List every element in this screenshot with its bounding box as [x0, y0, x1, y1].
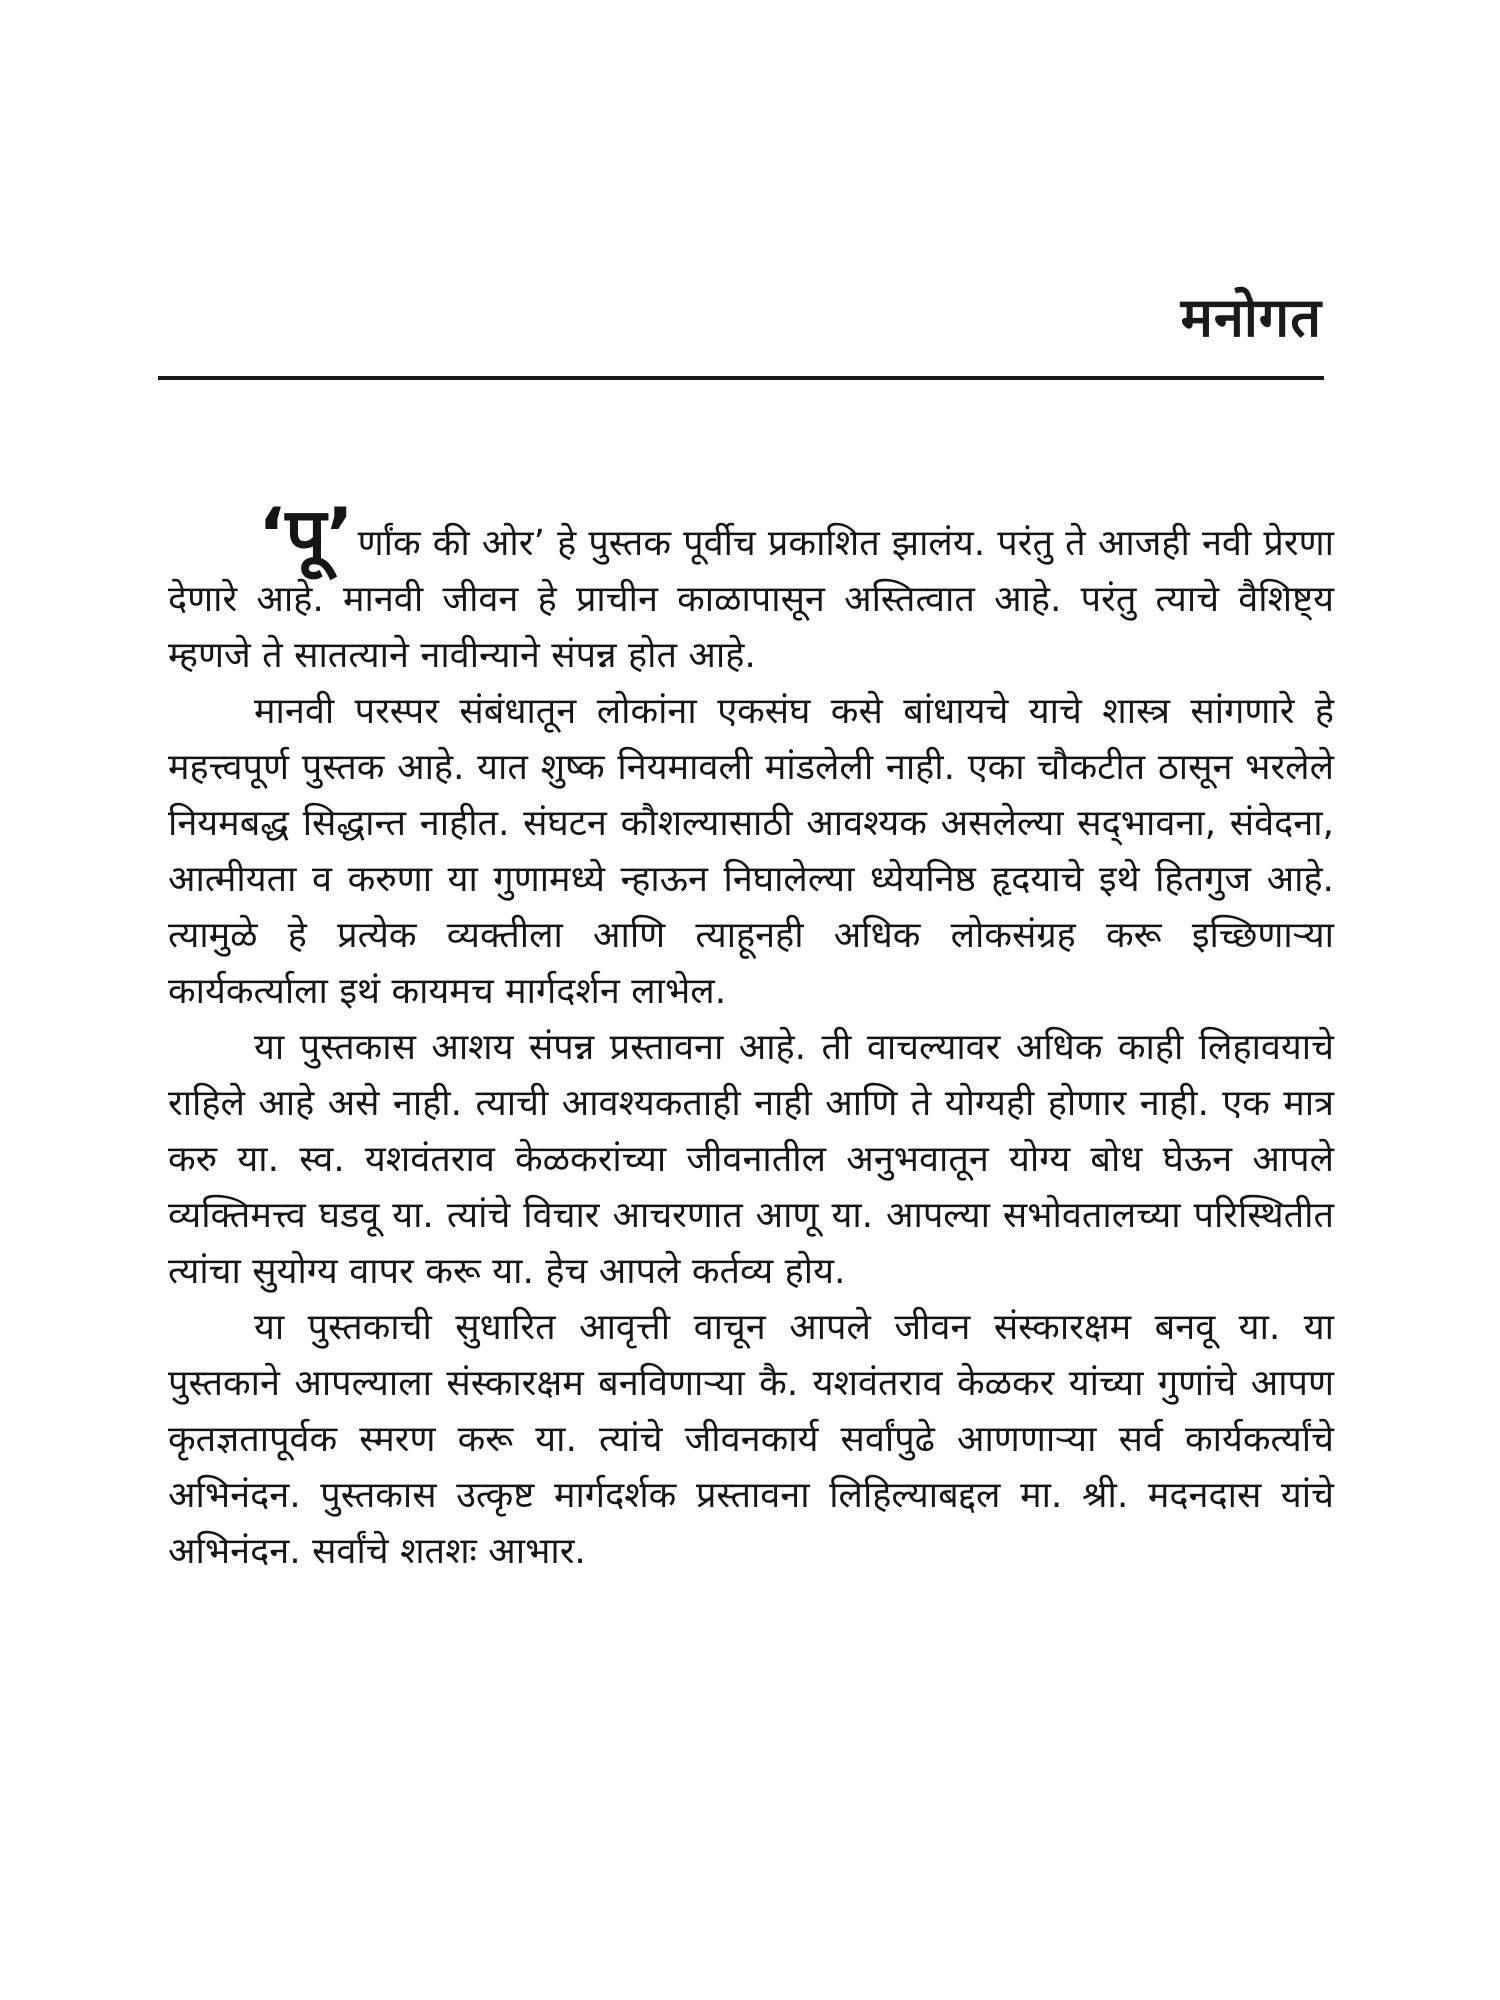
paragraph-1-text: र्णांक की ओर’ हे पुस्तक पूर्वीच प्रकाशित झालंय. परंतु ते आजही नवी प्रेरणा देणारे आहे. मानवी जीवन हे प्राचीन काळापासून अस्तित्वात आहे. परंतु त्याचे वैशिष्ट्य म्हणजे ते सातत्याने नावीन्याने संपन्न होत आहे. — [168, 523, 1334, 676]
paragraph-2: मानवी परस्पर संबंधातून लोकांना एकसंघ कसे बांधायचे याचे शास्त्र सांगणारे हे महत्त्वपूर्ण पुस्तक आहे. यात शुष्क नियमावली मांडलेली नाही. एका चौकटीत ठासून भरलेले नियमबद्ध सिद्धान्त नाहीत. संघटन कौशल्यासाठी आवश्यक असलेल्या सद्‌भावना, संवेदना, आत्मीयता व करुणा या गुणामध्ये न्हाऊन निघालेल्या ध्येयनिष्ठ हृदयाचे इथे हितगुज आहे. त्यामुळे हे प्रत्येक व्यक्तीला आणि त्याहूनही अधिक लोकसंग्रह करू इच्छिणाऱ्या कार्यकर्त्याला इथं कायमच मार्गदर्शन लाभेल. — [168, 691, 1334, 1012]
paragraph-1 — [168, 492, 1334, 684]
body-text — [168, 492, 1334, 1580]
paragraph-4: या पुस्तकाची सुधारित आवृत्ती वाचून आपले जीवन संस्कारक्षम बनवू या. या पुस्तकाने आपल्याला संस्कारक्षम बनविणाऱ्या कै. यशवंतराव केळकर यांच्या गुणांचे आपण कृतज्ञतापूर्वक स्मरण करू या. त्यांचे जीवनकार्य सर्वांपुढे आणणाऱ्या सर्व कार्यकर्त्यांचे अभिनंदन. पुस्तकास उत्कृष्ट मार्गदर्शक प्रस्तावना लिहिल्याबद्दल मा. श्री. मदनदास यांचे अभिनंदन. सर्वांचे शतशः आभार. — [168, 1307, 1334, 1572]
dropcap: ‘पू’ — [258, 492, 354, 576]
title-rule — [158, 376, 1324, 380]
paragraph-3: या पुस्तकास आशय संपन्न प्रस्तावना आहे. ती वाचल्यावर अधिक काही लिहावयाचे राहिले आहे असे नाही. त्याची आवश्यकताही नाही आणि ते योग्यही होणार नाही. एक मात्र करु या. स्व. यशवंतराव केळकरांच्या जीवनातील अनुभवातून योग्य बोध घेऊन आपले व्यक्तिमत्त्व घडवू या. त्यांचे विचार आचरणात आणू या. आपल्या सभोवतालच्या परिस्थितीत त्यांचा सुयोग्य वापर करू या. हेच आपले कर्तव्य होय. — [168, 1027, 1334, 1292]
page-title: मनोगत — [1180, 286, 1322, 349]
